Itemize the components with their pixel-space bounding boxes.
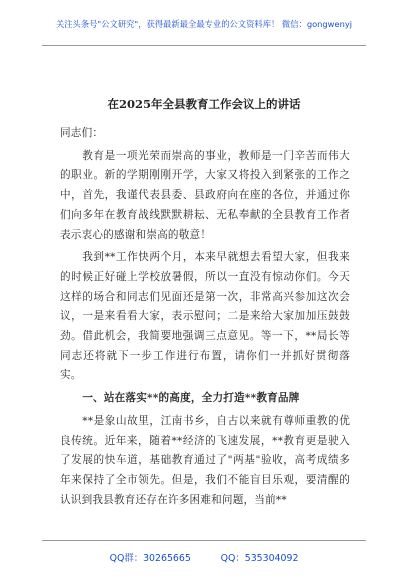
section-heading: 一、站在落实**的高度，全力打造**教育品牌 [82,392,300,405]
body-paragraph: **是象山故里，江南书乡，自古以来就有尊师重教的优良传统。近年来，随着**经济的飞速发展，**教育更是驶入了发展的快车道，基础教育通过了"两基"验收，高考成绩多年来保持了全市领先。但是，我们不能盲目乐观，要清醒的认识到我县教育还存在许多困难和问题，当前** [60,414,350,506]
body-paragraph: 教育是一项光荣而崇高的事业，教师是一门辛苦而伟大的职业。新的学期刚刚开学，大家又将投入到紧张的工作之中，首先，我谨代表县委、县政府向在座的各位，并通过你们向多年在教育战线默默耕耘、无私奉献的全县教育工作者表示衷心的感谢和崇高的敬意！ [60,149,350,241]
footer-divider [42,540,366,541]
body-paragraph: 我到**工作快两个月，本来早就想去看望大家，但我来的时候正好碰上学校放暑假，所以一直没有惊动你们。今天这样的场合和同志们见面还是第一次，非常高兴参加这次会议，一是来看看大家，表示慰问；二是来给大家加加压鼓鼓劲。借此机会，我简要地强调三点意见。等一下，**局长等同志还将就下一步工作进行布置，请你们一并抓好贯彻落实。 [60,251,350,382]
document-body [60,124,350,510]
header-divider [42,45,366,46]
document-title: 在2025年全县教育工作会议上的讲话 [107,97,301,111]
header-banner: 关注头条号"公文研究"，获得最新最全最专业的公文资料库！ 微信：gongwenyj [55,19,353,29]
footer-contact: QQ群：30265665 QQ：535304092 [109,553,299,564]
salutation: 同志们： [60,127,104,139]
